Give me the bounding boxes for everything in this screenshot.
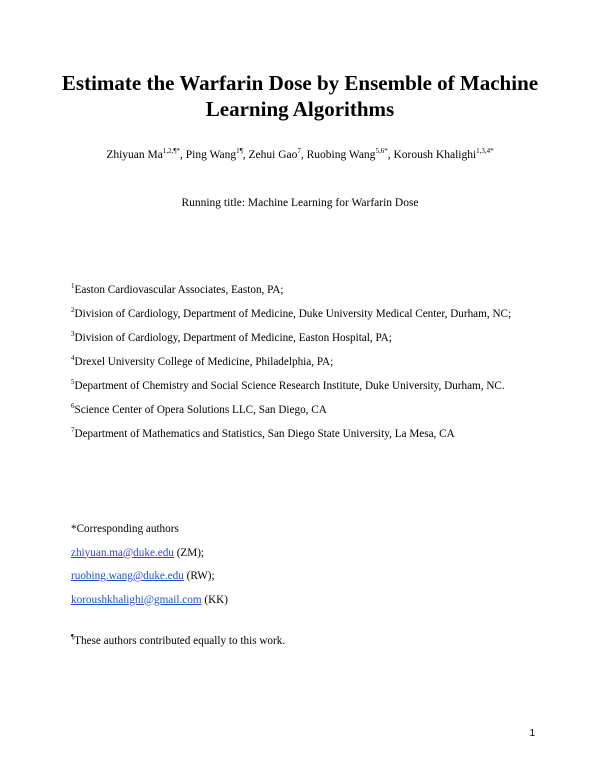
- affiliation-item: $^4$Drexel University College of Medicine, Philadelphia, PA;: [71, 354, 334, 368]
- affiliation-number: 7: [71, 426, 75, 434]
- author-affiliation-marks: 7: [297, 147, 301, 155]
- email-link-kk[interactable]: koroushkhalighi@gmail.com: [71, 593, 202, 606]
- author: Zhiyuan $Ma^{1,2,\P*}$,: [106, 147, 186, 161]
- contact-line: koroushkhalighi@gmail.com (KK): [71, 593, 228, 606]
- affiliation-number: 1: [71, 282, 75, 290]
- author: Koroush Khalighi$^{1,3,4*}$: [393, 147, 494, 161]
- affiliation-item: $^2$Division of Cardiology, Department of Medicine, Duke University Medical Center, Durham, NC;: [71, 306, 512, 320]
- author-affiliation-marks: 1,3,4*: [476, 147, 494, 155]
- author: Ruobing Wang$^{5,6*}$,: [306, 147, 394, 161]
- affiliation-number: 2: [71, 306, 75, 314]
- corresponding-heading: *Corresponding authors: [71, 523, 179, 535]
- corresponding-authors: [71, 522, 531, 616]
- affiliation-list: [71, 283, 533, 451]
- paper-title: [60, 70, 540, 122]
- title-line-1: Estimate the Warfarin Dose by Ensemble of Machine: [61, 71, 539, 95]
- affiliation-item: $^6$Science Center of Opera Solutions LLC, San Diego, CA: [71, 402, 327, 416]
- affiliation-number: 5: [71, 378, 75, 386]
- title-line-2: Learning Algorithms: [205, 97, 395, 121]
- contact-line: zhiyuan.ma@duke.edu (ZM);: [71, 546, 205, 559]
- affiliation-item: $^7$Department of Mathematics and Statistics, San Diego State University, La Mesa, CA: [71, 426, 455, 440]
- affiliation-number: 6: [71, 402, 75, 410]
- author-list: [40, 147, 560, 163]
- affiliation-item: $^5$Department of Chemistry and Social Science Research Institute, Duke University, Durham, NC.: [71, 378, 505, 392]
- author-affiliation-marks: 5,6*: [375, 147, 388, 155]
- affiliation-number: 3: [71, 330, 75, 338]
- author-affiliation-marks: 1,2,¶*: [162, 147, 181, 155]
- affiliation-item: $^1$Easton Cardiovascular Associates, Easton, PA;: [71, 282, 284, 296]
- email-link-rw[interactable]: ruobing.wang@duke.edu: [71, 570, 184, 582]
- author: Zehui Gao$^7$,: [248, 147, 307, 161]
- author-affiliation-marks: 1¶: [236, 147, 243, 155]
- contact-line: ruobing.wang@duke.edu (RW);: [71, 570, 215, 582]
- page-number: 1: [529, 728, 535, 739]
- running-title: Running title: Machine Learning for Warfarin Dose: [181, 197, 419, 209]
- affiliation-item: $^3$Division of Cardiology, Department of Medicine, Easton Hospital, PA;: [71, 330, 392, 344]
- affiliation-number: 4: [71, 354, 75, 362]
- equal-contribution-note: ¶These authors contributed equally to this work.: [71, 633, 286, 647]
- pilcrow-mark: ¶: [71, 633, 75, 641]
- email-link-zm[interactable]: zhiyuan.ma@duke.edu: [71, 546, 174, 559]
- author: Ping Wang$^{1\P}$,: [185, 147, 249, 161]
